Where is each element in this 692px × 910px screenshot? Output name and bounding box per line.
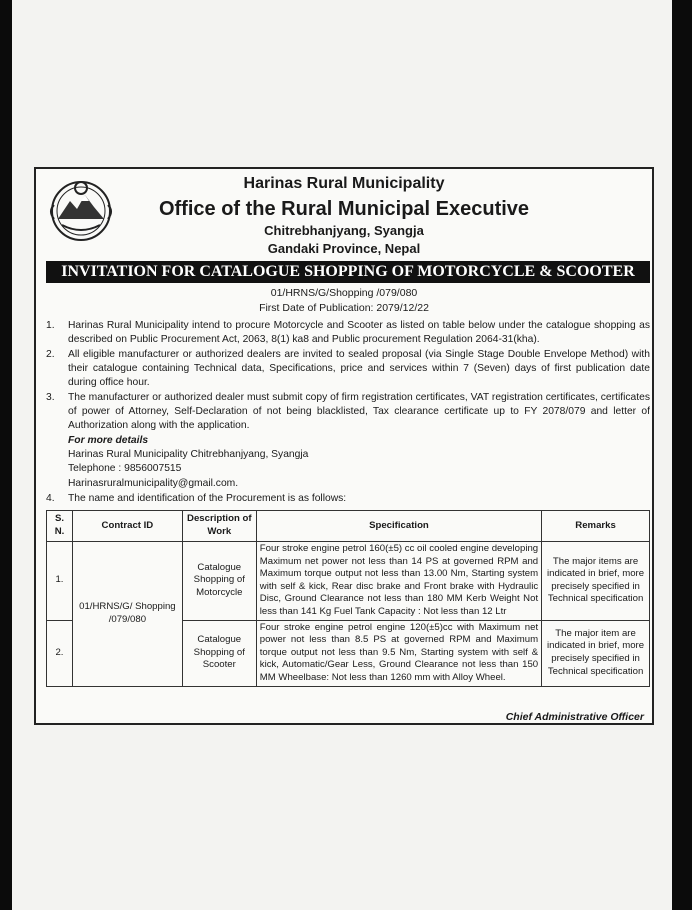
- row-description: Catalogue Shopping of Scooter: [182, 620, 256, 686]
- item-number: 1.: [46, 320, 55, 331]
- municipality-name: Harinas Rural Municipality: [243, 175, 445, 192]
- col-header-contract: Contract ID: [72, 511, 182, 542]
- list-item: [46, 492, 650, 506]
- row-specification: Four stroke engine petrol 160(±5) cc oil cooled engine developing Maximum net power not less than 14 PS at governed RPM and Maximum torque output not less than 13.00 Nm, Starting system with self & kick, Rear disc brake and Front brake with Hydraulic Disc, Ground Clearance not less than 180 MM Kerb Weight Not less than 141 Kg Fuel Tank Capacity : Not less than 12 Ltr: [256, 542, 541, 621]
- address-line-2: Gandaki Province, Nepal: [267, 241, 421, 256]
- table-header-row: [47, 511, 650, 542]
- item-text: All eligible manufacturer or authorized dealers are invited to sealed proposal (via Single Stage Double Envelope Method) with their catalogue containing Technical data, Specifications, price and services within 7 (Seven) days of first publication date during office hour.: [68, 349, 650, 389]
- col-header-remarks: Remarks: [542, 511, 650, 542]
- row-sn: 2.: [47, 620, 73, 686]
- col-header-description: Description of Work: [182, 511, 256, 542]
- list-item: [46, 319, 650, 347]
- row-remarks: The major item are indicated in brief, more precisely specified in Technical specification: [542, 620, 650, 686]
- invitation-banner: INVITATION FOR CATALOGUE SHOPPING OF MOTORCYCLE & SCOOTER: [46, 261, 650, 283]
- contract-id: 01/HRNS/G/ Shopping /079/080: [72, 542, 182, 687]
- item-number: 4.: [46, 493, 55, 504]
- list-item: [46, 348, 650, 391]
- col-header-sn: S. N.: [47, 511, 73, 542]
- reference-number: 01/HRNS/G/Shopping /079/080: [270, 287, 418, 299]
- item-text: The name and identification of the Procurement is as follows:: [68, 493, 347, 504]
- contact-details: [68, 434, 308, 491]
- procurement-table: [46, 510, 650, 687]
- row-sn: 1.: [47, 542, 73, 621]
- row-remarks: The major items are indicated in brief, more precisely specified in Technical specification: [542, 542, 650, 621]
- item-text: The manufacturer or authorized dealer must submit copy of firm registration certificates, VAT registration certificates, certificates of power of Attorney, Self-Declaration of not being blacklisted, Tax clearance certificate up to FY 2078/079 and letter of Authorization along with the application.: [68, 392, 650, 432]
- row-specification: Four stroke engine petrol engine 120(±5)cc with Maximum net power not less than 8.5 PS at governed RPM and Maximum torque output not less than 9.5 Nm, Starting system with self & kick, Automatic/Gear Less, Ground Clearance not less than 150 MM Wheelbase: Not less than 1260 mm with Alloy Wheel.: [256, 620, 541, 686]
- publication-date: First Date of Publication: 2079/12/22: [259, 302, 429, 314]
- contact-email[interactable]: Harinasruralmunicipality@gmail.com.: [68, 477, 239, 489]
- table-row: [47, 542, 650, 621]
- item-text: Harinas Rural Municipality intend to procure Motorcycle and Scooter as listed on table below under the catalogue shopping as described on Public Procurement Act, 2063, 8(1) ka8 and Public procurement Regulation 2064-31(kha).: [68, 320, 650, 346]
- notice-box: [34, 167, 654, 725]
- signature-title: Chief Administrative Officer: [505, 711, 644, 723]
- list-item: [46, 391, 650, 434]
- contact-office: Harinas Rural Municipality Chitrebhanjyang, Syangja: [68, 449, 309, 461]
- item-number: 2.: [46, 349, 55, 360]
- contact-phone: Telephone : 9856007515: [68, 463, 182, 475]
- row-description: Catalogue Shopping of Motorcycle: [182, 542, 256, 621]
- office-title: Office of the Rural Municipal Executive: [158, 198, 530, 220]
- col-header-specification: Specification: [256, 511, 541, 542]
- item-number: 3.: [46, 392, 55, 403]
- details-heading: For more details: [68, 435, 149, 446]
- address-line-1: Chitrebhanjyang, Syangja: [264, 223, 424, 238]
